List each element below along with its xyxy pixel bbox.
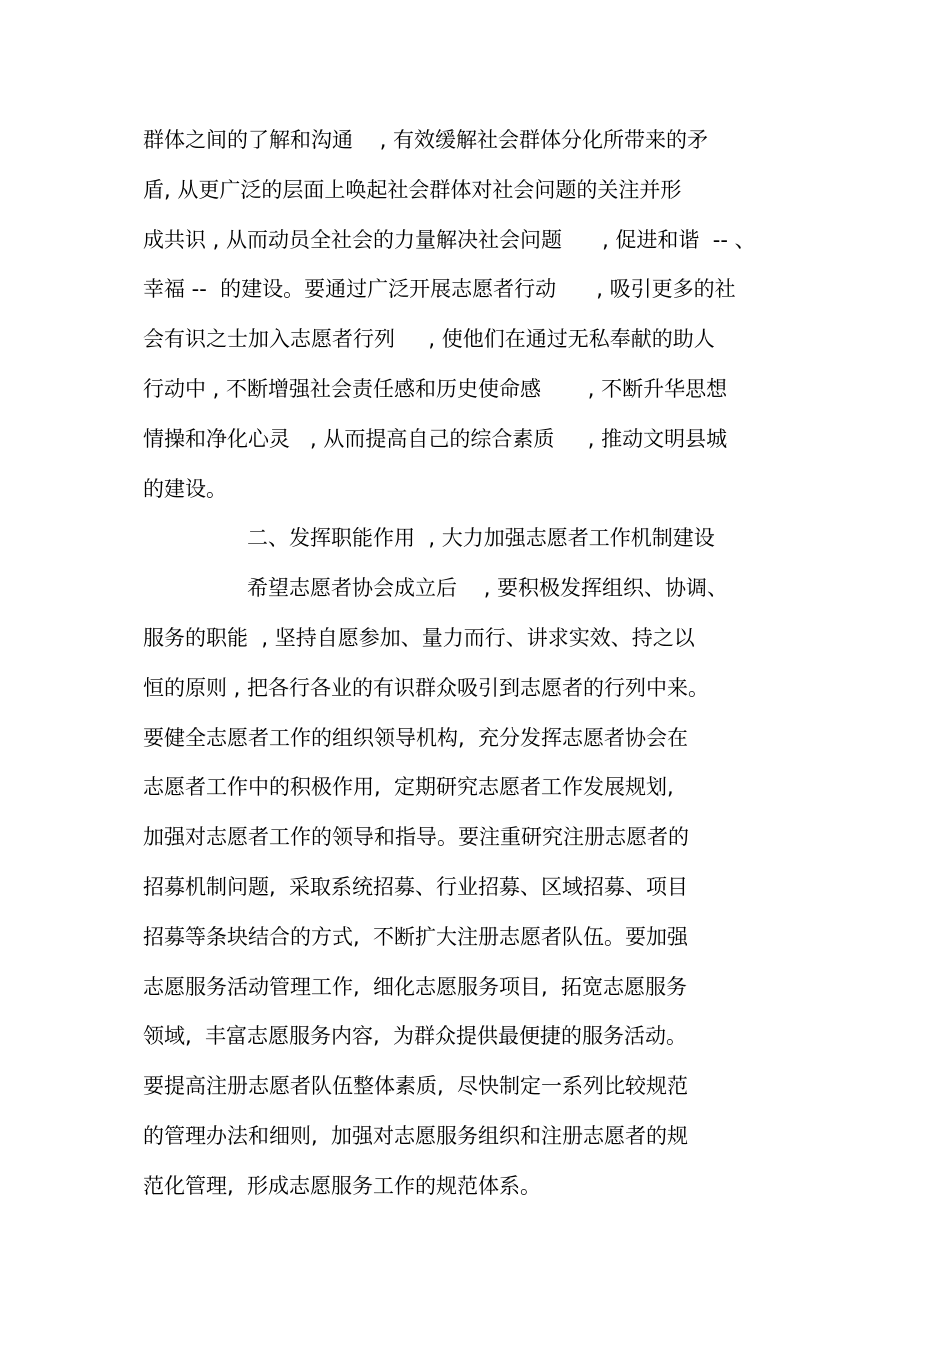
- paragraph-line: 群体之间的了解和沟通 , 有效缓解社会群体分化所带来的矛: [143, 128, 709, 152]
- paragraph-line: 招募等条块结合的方式, 不断扩大注册志愿者队伍。要加强: [143, 925, 689, 949]
- paragraph-line: 恒的原则 , 把各行各业的有识群众吸引到志愿者的行列中来。: [143, 676, 710, 700]
- paragraph-line: 希望志愿者协会成立后 , 要积极发挥组织、协调、: [247, 576, 729, 600]
- paragraph-line: 领域, 丰富志愿服务内容, 为群众提供最便捷的服务活动。: [143, 1024, 688, 1048]
- paragraph-line: 志愿者工作中的积极作用, 定期研究志愿者工作发展规划,: [143, 775, 674, 799]
- paragraph-line: 会有识之士加入志愿者行列 , 使他们在通过无私奉献的助人: [143, 327, 715, 351]
- paragraph-line: 加强对志愿者工作的领导和指导。要注重研究注册志愿者的: [143, 825, 689, 849]
- paragraph-line: 幸福 -- 的建设。要通过广泛开展志愿者行动 , 吸引更多的社: [143, 277, 736, 301]
- paragraph-line: 要健全志愿者工作的组织领导机构, 充分发挥志愿者协会在: [143, 726, 689, 750]
- paragraph-line: 要提高注册志愿者队伍整体素质, 尽快制定一系列比较规范: [143, 1074, 689, 1098]
- paragraph-line: 范化管理, 形成志愿服务工作的规范体系。: [143, 1174, 542, 1198]
- paragraph-line: 行动中 , 不断增强社会责任感和历史使命感 , 不断升华思想: [143, 377, 728, 401]
- paragraph-line: 招募机制问题, 采取系统招募、行业招募、区域招募、项目: [143, 875, 689, 899]
- paragraph-line: 的建设。: [143, 477, 227, 501]
- paragraph-line: 服务的职能 , 坚持自愿参加、量力而行、讲求实效、持之以: [143, 626, 695, 650]
- paragraph-line: 的管理办法和细则, 加强对志愿服务组织和注册志愿者的规: [143, 1124, 689, 1148]
- paragraph-line: 志愿服务活动管理工作, 细化志愿服务项目, 拓宽志愿服务: [143, 975, 688, 999]
- paragraph-line: 盾, 从更广泛的层面上唤起社会群体对社会问题的关注并形: [143, 178, 682, 202]
- paragraph-line: 成共识 , 从而动员全社会的力量解决社会问题 , 促进和谐 -- 、: [143, 228, 756, 252]
- paragraph-line: 情操和净化心灵 , 从而提高自己的综合素质 , 推动文明县城: [143, 427, 728, 451]
- section-heading: 二、发挥职能作用 , 大力加强志愿者工作机制建设: [247, 526, 715, 550]
